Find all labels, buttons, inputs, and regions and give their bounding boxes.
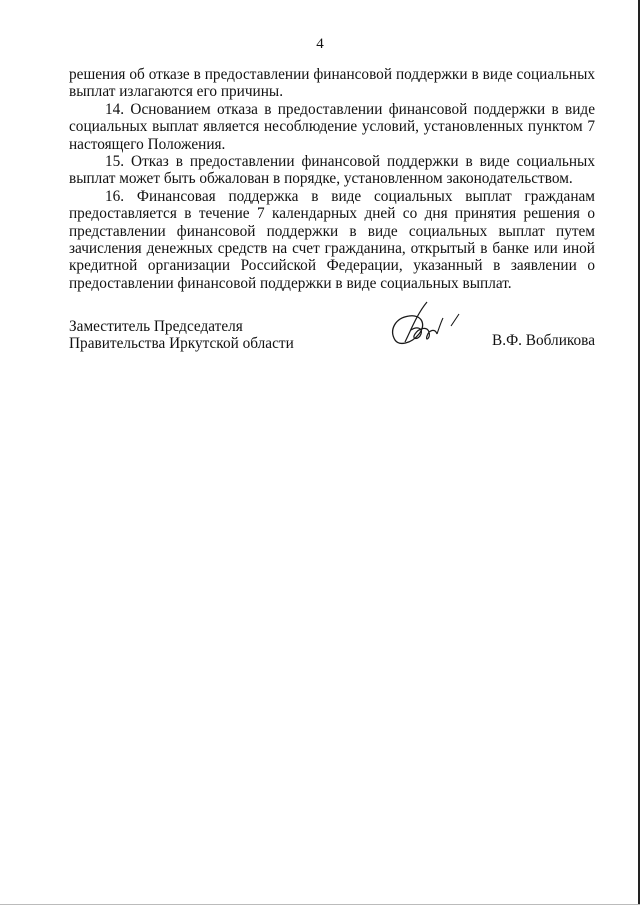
- signer-position-line-1: Заместитель Председателя: [69, 318, 243, 335]
- document-body: [69, 66, 595, 292]
- handwritten-signature: [381, 300, 471, 360]
- signer-position: [69, 318, 294, 352]
- paragraph-16: 16. Финансовая поддержка в виде социальных выплат гражданам предоставляется в течение 7 календарных дней со дня принятия решения о представлении финансовой поддержки в виде социальных выплат путем зачисления денежных средств на счет гражданина, открытый в банке или иной кредитной организации Российской Федерации, указанный в заявлении о предоставлении финансовой поддержки в виде социальных выплат.: [69, 187, 595, 292]
- signer-position-line-2: Правительства Иркутской области: [69, 335, 294, 352]
- signer-name: В.Ф. Вобликова: [492, 332, 595, 349]
- paragraph-15: 15. Отказ в предоставлении финансовой поддержки в виде социальных выплат может быть обжалован в порядке, установленном законодательством.: [69, 153, 595, 188]
- paragraph-14: 14. Основанием отказа в предоставлении финансовой поддержки в виде социальных выплат является несоблюдение условий, установленных пунктом 7 настоящего Положения.: [69, 100, 595, 153]
- page-number: 4: [316, 36, 324, 52]
- paragraph-continuation: решения об отказе в предоставлении финансовой поддержки в виде социальных выплат излагаются его причины.: [69, 66, 595, 101]
